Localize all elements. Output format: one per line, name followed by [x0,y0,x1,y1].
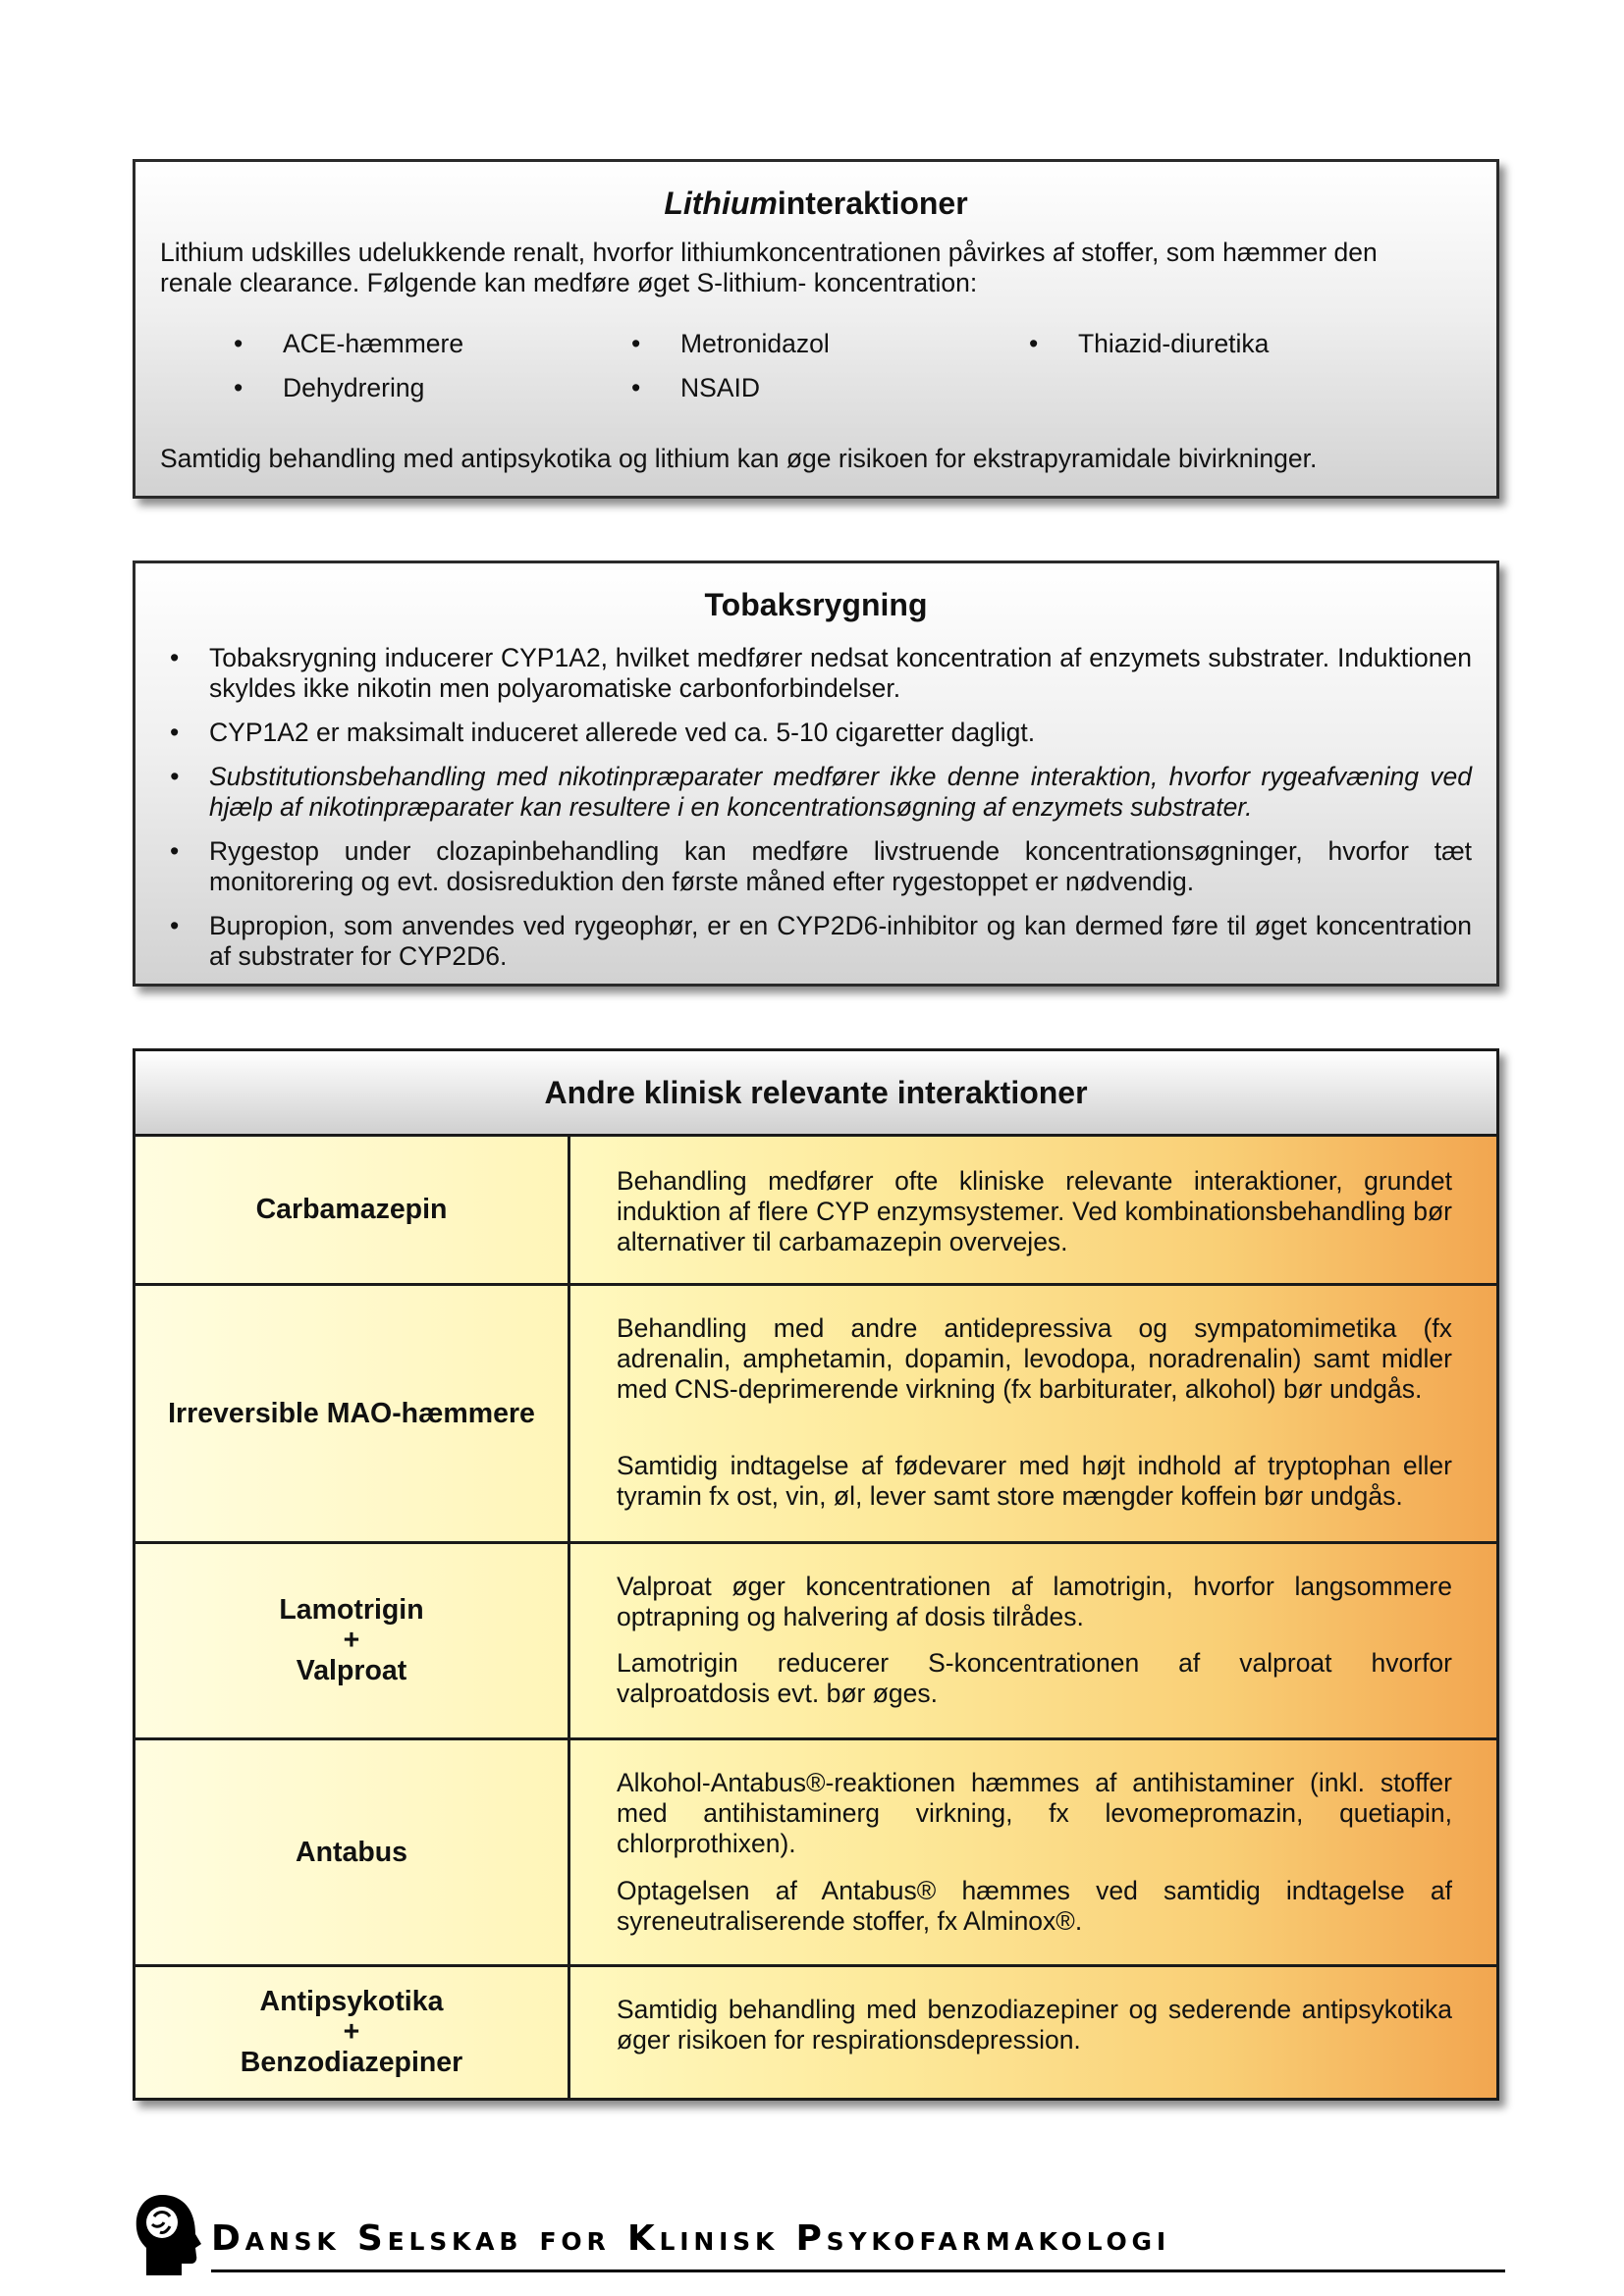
footer-underline [211,2269,1505,2272]
tobak-list [170,643,1472,972]
lithium-intro-line-1: Lithium udskilles udelukkende renalt, hvorfor lithiumkoncentrationen påvirkes af stoffer, som hæmmer den [160,238,1378,267]
row-description: Samtidig behandling med benzodiazepiner og sederende antipsykotika øger risikoen for respirationsdepression. [570,1967,1496,2098]
lithium-title: Lithiuminteraktioner [664,186,968,221]
lithium-intro-line-2: renale clearance. Følgende kan medføre øget S-lithium- koncentration: [160,268,978,297]
table-row [135,1740,1496,1967]
interactions-table-title: Andre klinisk relevante interaktioner [135,1051,1496,1137]
row-label: Lamotrigin + Valproat [135,1544,570,1737]
organization-name: Dansk Selskab for Klinisk Psykofarmakologi [211,2218,1170,2259]
row-label: Antabus [135,1740,570,1964]
tobak-item: • CYP1A2 er maksimalt induceret allerede ved ca. 5-10 cigaretter dagligt. [170,718,1036,747]
row-description: Behandling med andre antidepressiva og sympatomimetika (fx adrenalin, amphetamin, dopamin, levodopa, noradrenalin) samt midler med CNS-deprimerende virkning (fx barbiturater, alkohol) bør undgås. Samtidig indtagelse af fødevarer med højt indhold af tryptophan eller tyramin fx ost, vin, øl, lever samt store mængder koffein bør undgås. [570,1286,1496,1541]
tobak-box [133,561,1499,987]
row-label: Carbamazepin [135,1137,570,1283]
lithium-bullet-list: • ACE-hæmmere • Dehydrering • Metronidazol • NSAID • Thiazid-diuretika [234,329,1270,402]
row-description: Valproat øger koncentrationen af lamotrigin, hvorfor langsommere optrapning og halvering af dosis tilrådes. Lamotrigin reducerer S-koncentrationen af valproat hvorfor valproatdosis evt. bør øges. [570,1544,1496,1737]
lithium-box [133,159,1499,499]
head-profile-icon [133,2191,203,2279]
table-row [135,1286,1496,1544]
table-row [135,1544,1496,1740]
table-row [135,1967,1496,2098]
row-description: Behandling medfører ofte kliniske relevante interaktioner, grundet induktion af flere CYP enzymsystemer. Ved kombinationsbehandling bør alternativer til carbamazepin overvejes. [570,1137,1496,1283]
tobak-item: • Rygestop under clozapinbehandling kan medføre livstruende koncentrationsøgninger, hvorfor tæt monitorering og evt. dosisreduktion den første måned efter rygestoppet er nødvendig. [170,836,1472,896]
row-description: Alkohol-Antabus®-reaktionen hæmmes af antihistaminer (inkl. stoffer med antihistaminerg virkning, fx levomepromazin, quetiapin, chlorprothixen). Optagelsen af Antabus® hæmmes ved samtidig indtagelse af syreneutraliserende stoffer, fx Alminox®. [570,1740,1496,1964]
tobak-title: Tobaksrygning [704,587,928,622]
tobak-item: • Tobaksrygning inducerer CYP1A2, hvilket medfører nedsat koncentration af enzymets substrater. Induktionen skyldes ikke nikotin men polyaromatiske carbonforbindelser. [170,643,1472,703]
lithium-intro [160,238,1472,298]
tobak-item: • Substitutionsbehandling med nikotinpræparater medfører ikke denne interaktion, hvorfor rygeafvæning ved hjælp af nikotinpræparater kan resultere i en koncentrationsøgning af enzymets substrater. [170,762,1472,822]
footer [133,2189,1507,2277]
row-label: Antipsykotika + Benzodiazepiner [135,1967,570,2098]
interactions-table [133,1048,1499,2101]
tobak-item: • Bupropion, som anvendes ved rygeophør, er en CYP2D6-inhibitor og kan dermed føre til øget koncentration af substrater for CYP2D6. [170,911,1472,971]
table-row [135,1137,1496,1286]
lithium-footnote: Samtidig behandling med antipsykotika og lithium kan øge risikoen for ekstrapyramidale bivirkninger. [160,444,1318,473]
row-label: Irreversible MAO-hæmmere [135,1286,570,1541]
